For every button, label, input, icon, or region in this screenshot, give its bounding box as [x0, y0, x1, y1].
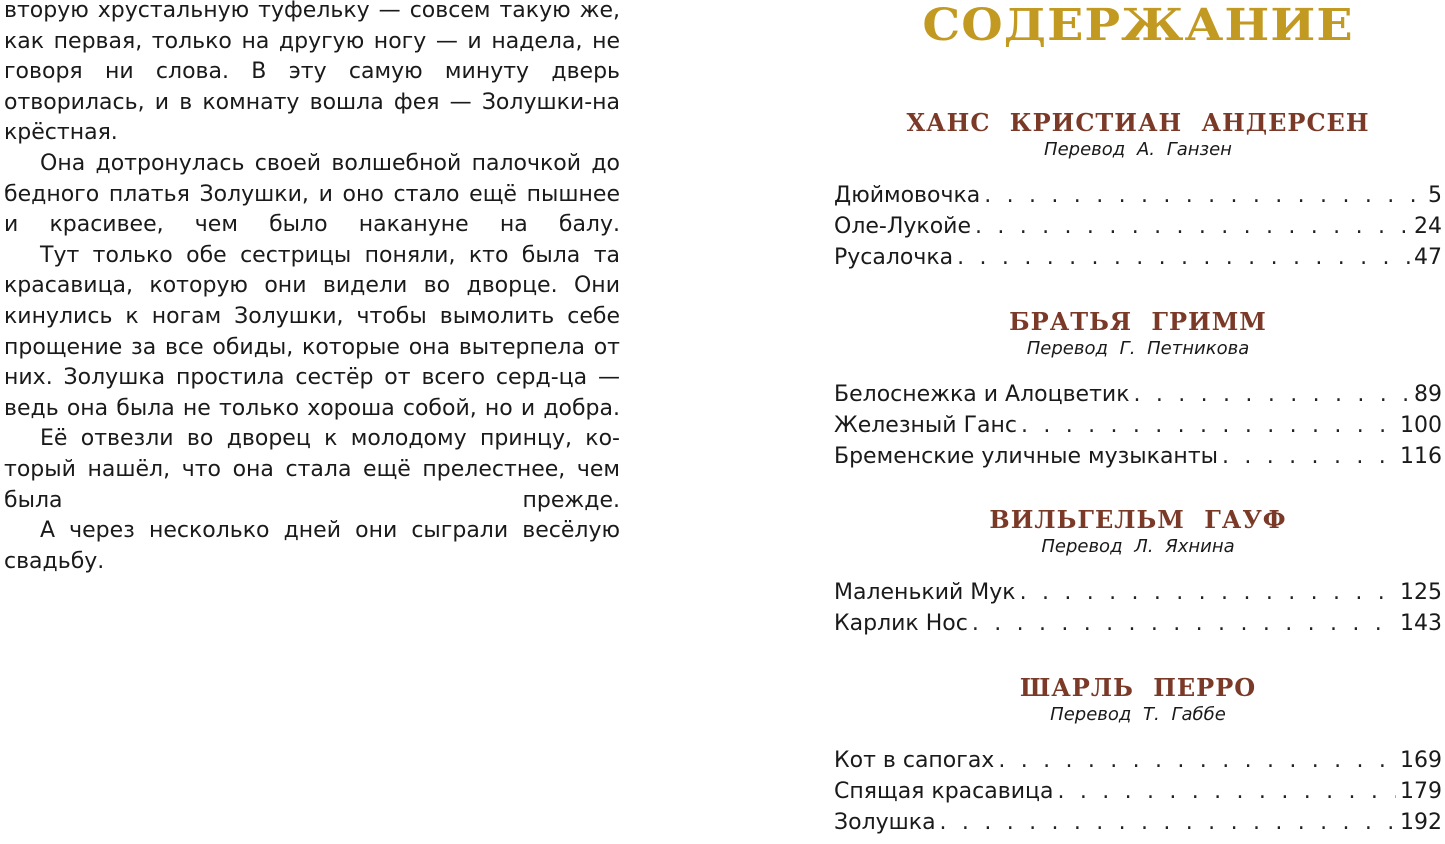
translator-credit: Перевод А. Ганзен	[1044, 139, 1232, 160]
story-paragraph: Её отвезли во дворец к молодому принцу, ко-торый нашёл, что она стала ещё прелестнее, чем была прежде.	[4, 426, 620, 513]
toc-entry-page: 125	[1400, 580, 1442, 605]
toc-entry-title: Русалочка	[834, 245, 954, 270]
author-heading: БРАТЬЯ ГРИММ	[1009, 307, 1267, 336]
toc-entry-page: 47	[1414, 245, 1442, 270]
leader-dots	[975, 211, 1410, 242]
toc-entry[interactable]	[834, 776, 1442, 807]
author-heading: ХАНС КРИСТИАН АНДЕРСЕН	[906, 108, 1370, 137]
toc-entry[interactable]	[834, 807, 1442, 838]
toc-entry[interactable]	[834, 410, 1442, 441]
toc-entry-title: Бременские уличные музыканты	[834, 444, 1219, 469]
table-of-contents	[834, 0, 1442, 835]
toc-entry[interactable]	[834, 441, 1442, 472]
toc-section-hauff	[834, 505, 1442, 639]
story-paragraph: Она дотронулась своей волшебной палочкой до бедного платья Золушки, и оно стало ещё пышнее и красивее, чем было накануне на балу.	[4, 150, 620, 238]
toc-entry-title: Белоснежка и Алоцветик	[834, 382, 1130, 407]
toc-entry-page: 192	[1400, 810, 1442, 835]
translator-credit: Перевод Л. Яхнина	[1041, 536, 1235, 557]
toc-entry-page: 24	[1414, 214, 1442, 239]
story-text	[4, 0, 620, 577]
toc-entry-page: 116	[1400, 444, 1442, 469]
toc-entry[interactable]	[834, 379, 1442, 410]
toc-entry-title: Маленький Мук	[834, 580, 1016, 605]
toc-entry-title: Оле-Лукойе	[834, 214, 971, 239]
toc-entry-page: 100	[1400, 413, 1442, 438]
toc-section-perrault	[834, 673, 1442, 838]
story-paragraph: А через несколько дней они сыграли весёлую свадьбу.	[4, 518, 620, 574]
leader-dots	[1057, 776, 1396, 807]
toc-entry-page: 179	[1400, 779, 1442, 804]
translator-credit: Перевод Т. Габбе	[1050, 704, 1226, 725]
leader-dots	[957, 242, 1410, 273]
toc-entry-title: Карлик Нос	[834, 611, 968, 636]
leader-dots	[984, 180, 1424, 211]
leader-dots	[1222, 441, 1396, 472]
leader-dots	[998, 745, 1396, 776]
toc-entry-title: Дюймовочка	[834, 183, 981, 208]
story-paragraph: вторую хрустальную туфельку — совсем такую же, как первая, только на другую ногу — и надела, не говоря ни слова. В эту самую минуту дверь отворилась, и в комнату вошла фея — Золушки-на крёстная.	[4, 0, 620, 146]
toc-entry-page: 89	[1414, 382, 1442, 407]
toc-entry-title: Железный Ганс	[834, 413, 1017, 438]
toc-entry[interactable]	[834, 608, 1442, 639]
translator-credit: Перевод Г. Петникова	[1026, 338, 1250, 359]
leader-dots	[972, 608, 1396, 639]
leader-dots	[1020, 577, 1396, 608]
leader-dots	[940, 807, 1396, 838]
toc-section-grimm	[834, 307, 1442, 472]
leader-dots	[1134, 379, 1411, 410]
toc-entry-page: 143	[1400, 611, 1442, 636]
leader-dots	[1021, 410, 1396, 441]
toc-title: СОДЕРЖАНИЕ	[922, 0, 1354, 51]
toc-section-andersen	[834, 108, 1442, 273]
toc-entry[interactable]	[834, 180, 1442, 211]
toc-entry-title: Кот в сапогах	[834, 748, 995, 773]
toc-entry[interactable]	[834, 242, 1442, 273]
toc-entry[interactable]	[834, 577, 1442, 608]
toc-entry[interactable]	[834, 211, 1442, 242]
author-heading: ВИЛЬГЕЛЬМ ГАУФ	[989, 505, 1287, 534]
author-heading: ШАРЛЬ ПЕРРО	[1019, 673, 1257, 702]
toc-entry-title: Золушка	[834, 810, 936, 835]
toc-entry-title: Спящая красавица	[834, 779, 1054, 804]
toc-entry-page: 5	[1428, 183, 1442, 208]
toc-entry[interactable]	[834, 745, 1442, 776]
toc-entry-page: 169	[1400, 748, 1442, 773]
story-paragraph: Тут только обе сестрицы поняли, кто была та красавица, которую они видели во дворце. Они кинулись к ногам Золушки, чтобы вымолить себе прощение за все обиды, которые она вытерпела от них. Золушка простила сестёр от всего серд-ца — ведь она была не только хороша собой, но и добра.	[4, 242, 620, 421]
